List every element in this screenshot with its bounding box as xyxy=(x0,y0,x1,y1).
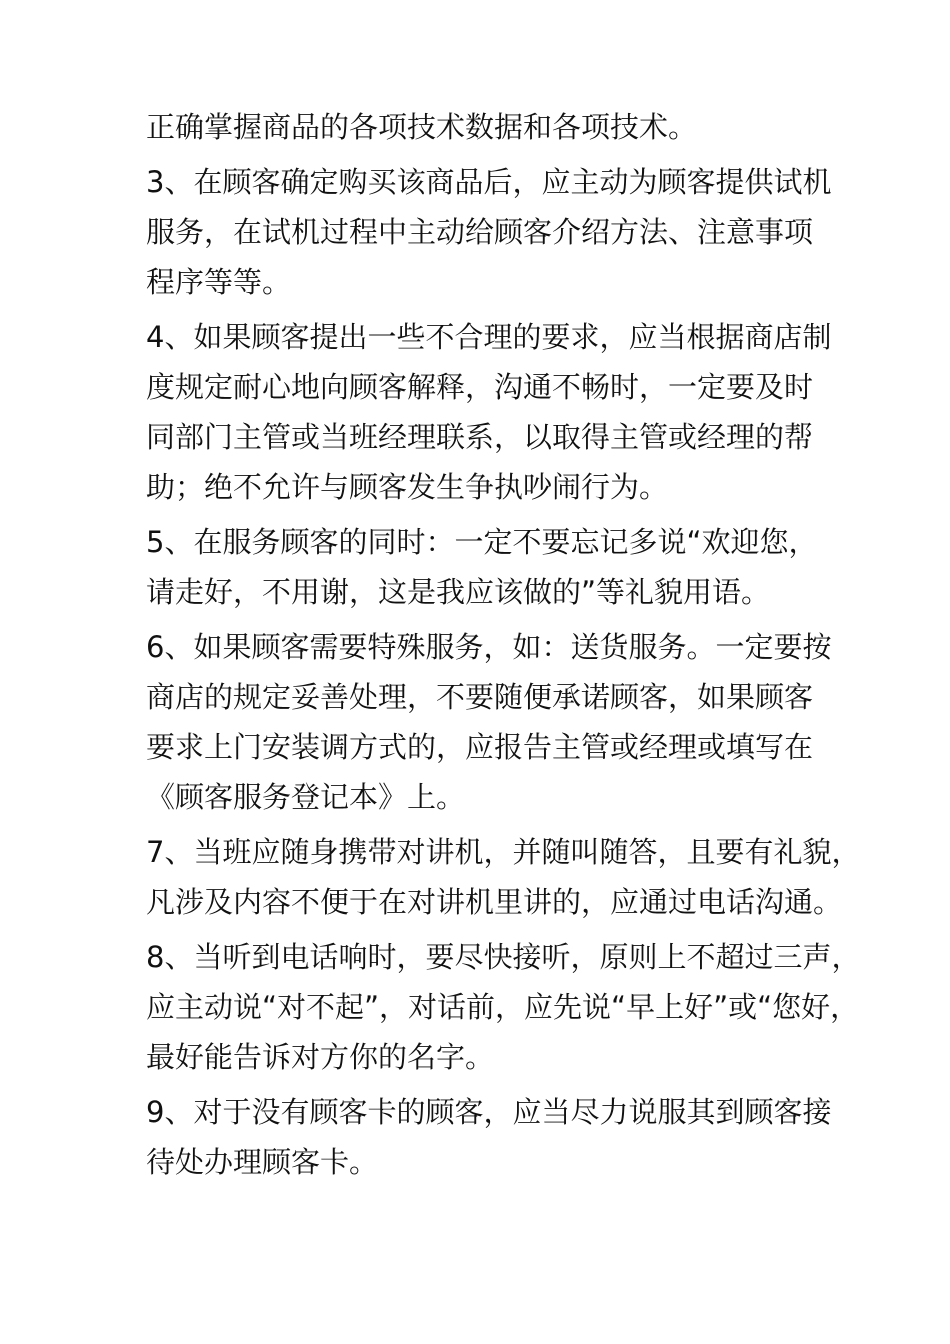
text-line: 《顾客服务登记本》上。 xyxy=(146,780,466,814)
paragraph-item-5 xyxy=(146,517,818,617)
text-line: 请走好，不用谢，这是我应该做的”等礼貌用语。 xyxy=(146,575,771,609)
paragraph-item-7 xyxy=(146,827,861,927)
text-line: 3、在顾客确定购买该商品后，应主动为顾客提供试机 xyxy=(146,165,832,199)
text-line: 服务，在试机过程中主动给顾客介绍方法、注意事项 xyxy=(146,215,814,249)
text-line: 待处办理顾客卡。 xyxy=(146,1145,379,1179)
text-line: 凡涉及内容不便于在对讲机里讲的，应通过电话沟通。 xyxy=(146,885,843,919)
text-line: 助；绝不允许与顾客发生争执吵闹行为。 xyxy=(146,470,669,504)
paragraph-item-9 xyxy=(146,1087,832,1187)
text-line: 正确掌握商品的各项技术数据和各项技术。 xyxy=(146,110,698,144)
paragraph-item-4 xyxy=(146,312,832,512)
paragraph-continuation xyxy=(146,102,812,152)
text-line: 8、当听到电话响时，要尽快接听，原则上不超过三声， xyxy=(146,940,861,974)
document-body xyxy=(146,102,861,1192)
text-line: 程序等等。 xyxy=(146,265,292,299)
text-line: 应主动说“对不起”，对话前，应先说“早上好”或“您好， xyxy=(146,990,860,1024)
text-line: 5、在服务顾客的同时：一定不要忘记多说“欢迎您， xyxy=(146,525,818,559)
text-line: 要求上门安装调方式的，应报告主管或经理或填写在 xyxy=(146,730,814,764)
text-line: 度规定耐心地向顾客解释，沟通不畅时，一定要及时 xyxy=(146,370,814,404)
text-line: 6、如果顾客需要特殊服务，如：送货服务。一定要按 xyxy=(146,630,832,664)
text-line: 同部门主管或当班经理联系，以取得主管或经理的帮 xyxy=(146,420,814,454)
paragraph-item-8 xyxy=(146,932,861,1082)
text-line: 商店的规定妥善处理，不要随便承诺顾客，如果顾客 xyxy=(146,680,814,714)
text-line: 9、对于没有顾客卡的顾客，应当尽力说服其到顾客接 xyxy=(146,1095,832,1129)
text-line: 最好能告诉对方你的名字。 xyxy=(146,1040,495,1074)
text-line: 7、当班应随身携带对讲机，并随叫随答，且要有礼貌， xyxy=(146,835,861,869)
paragraph-item-3 xyxy=(146,157,832,307)
paragraph-item-6 xyxy=(146,622,832,822)
text-line: 4、如果顾客提出一些不合理的要求，应当根据商店制 xyxy=(146,320,832,354)
